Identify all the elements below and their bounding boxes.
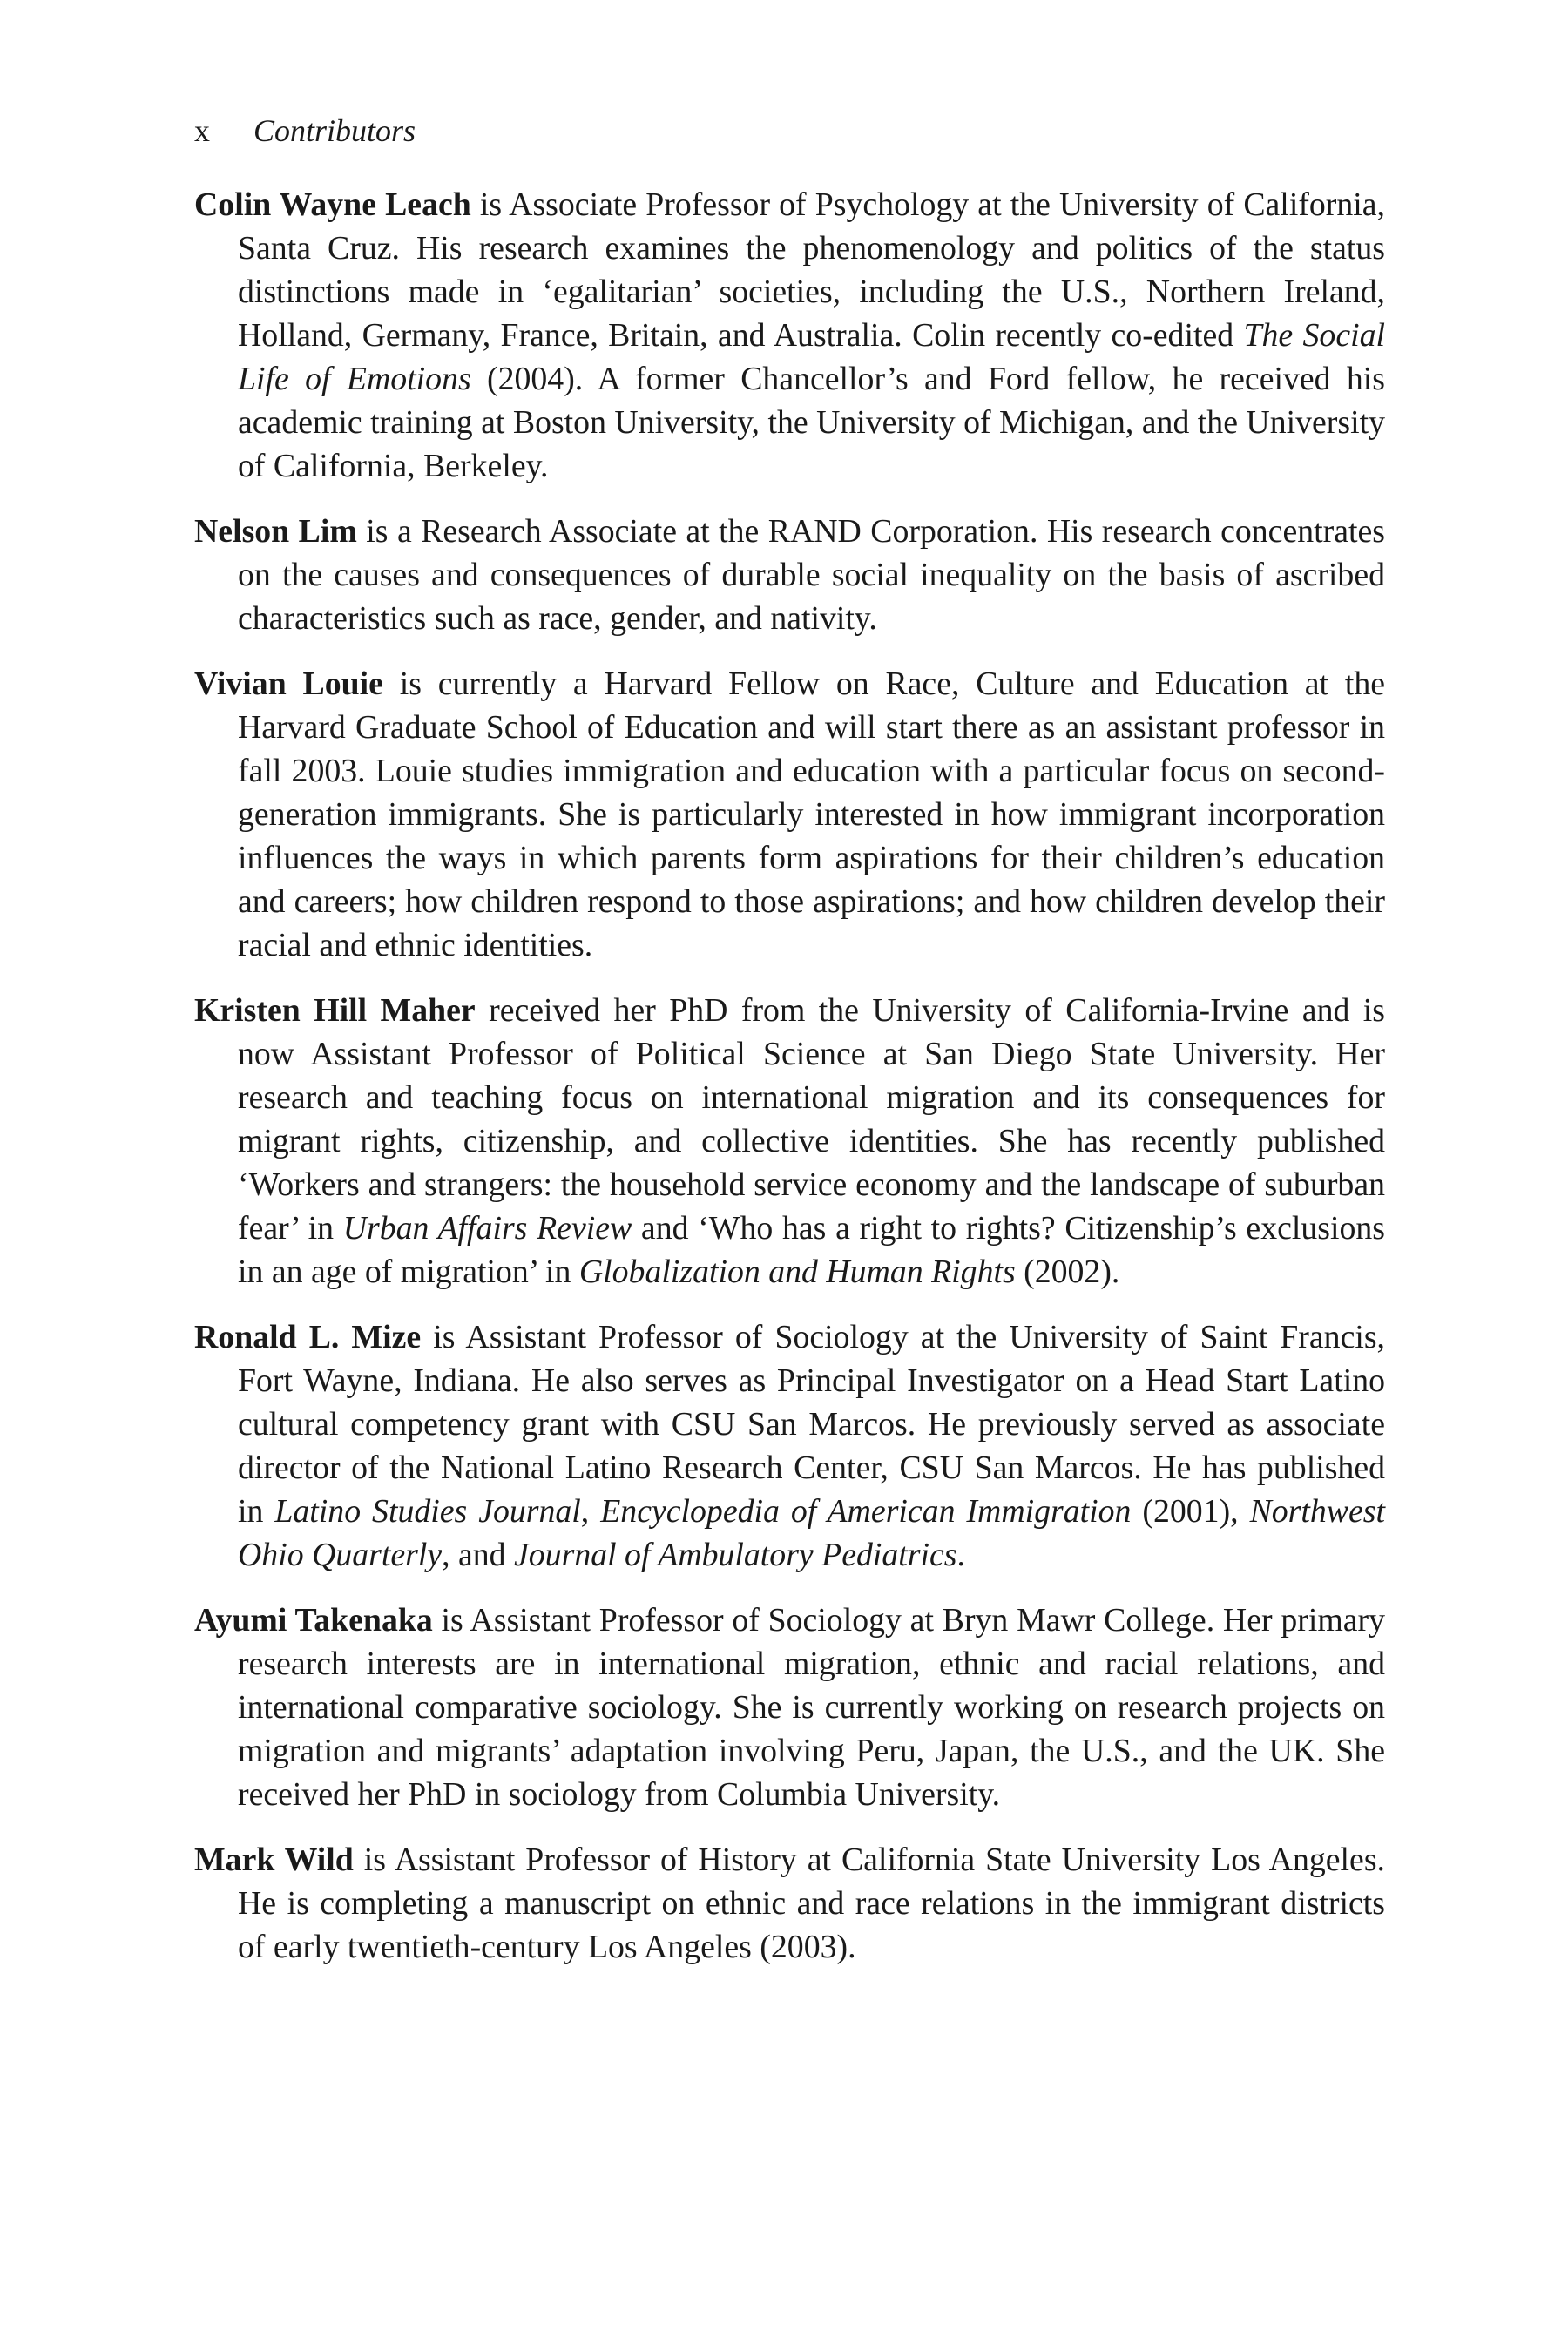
bio-text: (2001), [1131,1493,1250,1530]
bio-text: . [956,1537,965,1573]
bio-title: Journal of Ambulatory Pediatrics [514,1537,957,1573]
contributor-entry-lim [194,510,1385,640]
contributor-name: Nelson Lim [194,513,357,550]
bio-text: is Associate Professor of Psychology at the University of California, Santa Cruz. His research examines the phenomenology and politics of the status distinctions made in ‘egalitarian’ societies, including the U.S., Northern Ireland, Holland, Germany, France, Britain, and Australia. Colin recently co-edited [238,186,1386,354]
contributor-entry-takenaka [194,1598,1385,1816]
contributor-name: Vivian Louie [194,666,383,702]
bio-text: , [580,1493,601,1530]
bio-title: Globalization and Human Rights [578,1254,1016,1290]
bio-text: is Assistant Professor of Sociology at the University of Saint Francis, Fort Wayne, Indiana. He also serves as Principal Investigator on a Head Start Latino cultural competency grant with CSU San Marcos. He previously served as associate director of the National Latino Research Center, CSU San Marcos. He has published in [238,1319,1386,1530]
contributor-entry-maher [194,989,1385,1294]
bio-text: received her PhD from the University of California-Irvine and is now Assistant Professor of Political Science at San Diego State University. Her research and teaching focus on international migration and its consequences for migrant rights, citizenship, and collective identities. She has recently published ‘Workers and strangers: the household service economy and the landscape of suburban fear’ in [238,992,1386,1247]
running-head [194,112,416,150]
bio-title: Latino Studies Journal [274,1493,581,1530]
bio-text: (2004). A former Chancellor’s and Ford fellow, he received his academic training at Boston University, the University of Michigan, and the University of California, Berkeley. [238,361,1385,484]
bio-text: , and [442,1537,515,1573]
bio-title: Northwest Ohio Quarterly [238,1493,1385,1573]
bio-text: is Assistant Professor of History at California State University Los Angeles. He is completing a manuscript on ethnic and race relations in the immigrant districts of early twentieth-century Los Angeles (2003). [238,1842,1385,1965]
contributor-name: Ayumi Takenaka [194,1602,433,1639]
bio-text: (2002). [1015,1254,1120,1290]
bio-title: The Social Life of Emotions [238,317,1385,397]
bio-text: is a Research Associate at the RAND Corporation. His research concentrates on the causes and consequences of durable social inequality on the basis of ascribed characteristics such as race, gender, and nativity. [238,513,1385,637]
contributor-entry-wild [194,1838,1385,1969]
contributor-name: Ronald L. Mize [194,1319,422,1355]
contributor-entry-leach [194,183,1385,488]
page-number: x [194,113,210,148]
contributor-entry-louie [194,662,1385,967]
bio-title: Urban Affairs Review [342,1210,632,1247]
contributor-name: Mark Wild [194,1842,354,1878]
bio-text: is Assistant Professor of Sociology at Bryn Mawr College. Her primary research interests are in international migration, ethnic and racial relations, and international comparative sociology. She is currently working on research projects on migration and migrants’ adaptation involving Peru, Japan, the U.S., and the UK. She received her PhD in sociology from Columbia University. [238,1602,1386,1813]
bio-text: is currently a Harvard Fellow on Race, Culture and Education at the Harvard Graduate School of Education and will start there as an assistant professor in fall 2003. Louie studies immigration and education with a particular focus on second-generation immigrants. She is particularly interested in how immigrant incorporation influences the ways in which parents form aspirations for their children’s education and careers; how children respond to those aspirations; and how children develop their racial and ethnic identities. [238,666,1386,963]
bio-title: Encyclopedia of American Immigration [600,1493,1132,1530]
contributor-list [194,183,1385,1990]
contributor-name: Kristen Hill Maher [194,992,476,1029]
contributor-name: Colin Wayne Leach [194,186,471,223]
contributor-entry-mize [194,1315,1385,1577]
section-title: Contributors [253,113,416,148]
bio-text: and ‘Who has a right to rights? Citizenship’s exclusions in an age of migration’ in [238,1210,1385,1290]
